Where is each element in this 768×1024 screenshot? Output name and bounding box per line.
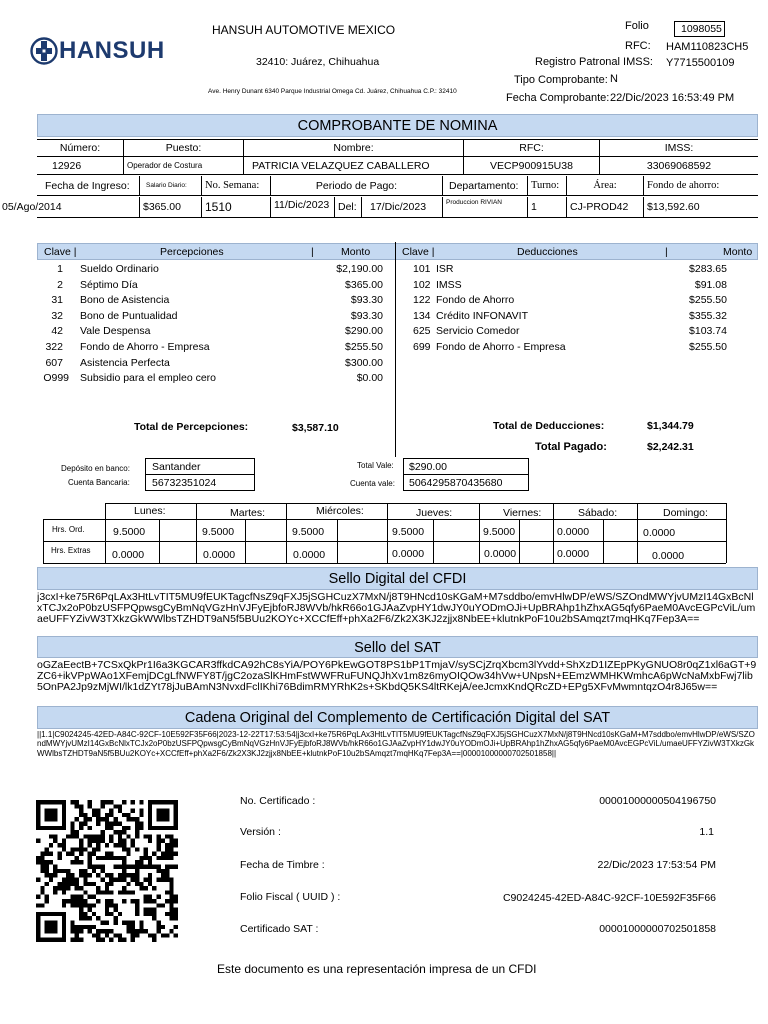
per-clave: 32 (51, 310, 63, 322)
sello-sat-text: oGZaEectB+7CSxQkPr1I6a3KGCAR3ffkdCA92hC8sYiA/POY6PkEwGOT8PS1bP1TmjaV/sySCjZrqXbcm3lYvdd+ShXzD1IZEpPKyGNUO8r0qZ1xl6aGT+9ZC6+ikVPpWAo1XFemjDCgLfNWFY8T/jgC2ozaSlKHmFstWWFRuFUNQJhXv1m8z6myOIQOw34hVw+UNpsN+EEmzWMHKWmhcA6pWcNaMxbFwj7lib5OnPA2Jp9zMjWI/lk1dZYt78jJuBAmN3NvxdFclIKhi76BdimRMYRhK2s+SKbdQ5KS4ltRKejA/eeJcmxKndQRcZD+EPg5XFvMwmntqzO4r8J65w== (37, 660, 757, 693)
hrs-ord-value: 0.0000 (643, 527, 676, 539)
total-deducciones-label: Total de Deducciones: (493, 420, 605, 432)
ded-concepto: Servicio Comedor (436, 325, 520, 337)
hrs-extra-value: 0.0000 (652, 550, 685, 562)
per-concepto: Subsidio para el empleo cero (80, 372, 216, 384)
ded-concepto: Crédito INFONAVIT (436, 310, 528, 322)
hrs-extra-value: 0.0000 (293, 549, 326, 561)
per-h-clave: Clave | (44, 246, 77, 258)
h-salario: Salario Diario: (139, 176, 201, 195)
h-puesto: Puesto: (123, 140, 243, 156)
registro-value: Y7715500109 (666, 57, 735, 69)
h-area: Área: (566, 176, 643, 195)
day-label: Lunes: (134, 505, 166, 517)
list-item (396, 325, 727, 341)
cert-sat-label: Certificado SAT : (240, 923, 319, 935)
hansuh-logo-icon (30, 37, 58, 65)
sello-cfdi-title: Sello Digital del CFDI (328, 571, 467, 587)
del-label: Del: (334, 197, 361, 217)
uuid-value: C9024245-42ED-A84C-92CF-10E592F35F66 (502, 892, 716, 904)
ded-clave: 134 (413, 310, 431, 322)
semana-value: 1510 (201, 197, 270, 217)
total-deducciones-value: $1,344.79 (647, 420, 694, 432)
per-clave: O999 (43, 372, 69, 384)
puesto-value: Operador de Costura (123, 157, 243, 174)
cert-sat-value: 00001000000702501858 (599, 923, 716, 935)
h-periodo: Periodo de Pago: (270, 176, 442, 195)
no-cert-label: No. Certificado : (240, 795, 316, 807)
per-monto: $2,190.00 (336, 263, 383, 275)
total-pagado-label: Total Pagado: (535, 441, 607, 453)
cuenta-value: 56732351024 (145, 474, 255, 491)
h-semana: No. Semana: (201, 176, 270, 195)
per-monto: $0.00 (356, 372, 383, 384)
ded-concepto: IMSS (436, 279, 462, 291)
ded-clave: 102 (413, 279, 431, 291)
company-logo (30, 36, 165, 66)
per-monto: $93.30 (350, 294, 383, 306)
qr-code-icon (36, 800, 178, 942)
hrs-ord-value: 0.0000 (557, 526, 590, 538)
hrs-extra-value: 0.0000 (392, 548, 425, 560)
ded-monto: $91.08 (694, 279, 727, 291)
cadena-title: Cadena Original del Complemento de Certificación Digital del SAT (184, 710, 611, 726)
sello-sat-band (37, 636, 758, 658)
ded-concepto: Fondo de Ahorro (436, 294, 515, 306)
fondo-value: $13,592.60 (643, 197, 758, 217)
ded-monto: $283.65 (689, 263, 727, 275)
hrs-extra-value: 0.0000 (484, 548, 517, 560)
fecha-timbre-label: Fecha de Timbre : (240, 859, 325, 871)
tipo-value: N (610, 73, 618, 85)
employee-value-row-2 (2, 197, 758, 218)
cuenta-vale-value: 5064295870435680 (403, 474, 529, 491)
rfc-value: VECP900915U38 (463, 157, 599, 174)
vale-value: $290.00 (403, 458, 529, 475)
ded-monto: $355.32 (689, 310, 727, 322)
day-label: Viernes: (503, 507, 542, 519)
h-ingreso: Fecha de Ingreso: (45, 179, 130, 192)
list-item (396, 294, 727, 310)
ded-concepto: ISR (436, 263, 454, 275)
h-imss: IMSS: (599, 140, 758, 156)
no-cert-value: 00001000000504196750 (599, 795, 716, 807)
list-item (396, 310, 727, 326)
uuid-label: Folio Fiscal ( UUID ) : (240, 891, 341, 903)
per-concepto: Bono de Puntualidad (80, 310, 178, 322)
per-monto: $93.30 (350, 310, 383, 322)
list-item (0, 263, 383, 279)
h-depto: Departamento: (442, 176, 527, 195)
hrs-ord-value: 9.5000 (392, 526, 425, 538)
per-concepto: Bono de Asistencia (80, 294, 170, 306)
ded-clave: 101 (413, 263, 431, 275)
ded-concepto: Fondo de Ahorro - Empresa (436, 341, 566, 353)
total-percepciones-label: Total de Percepciones: (134, 421, 249, 433)
page-title: COMPROBANTE DE NOMINA (297, 118, 498, 134)
imss-value: 33069068592 (599, 157, 758, 174)
list-item (396, 279, 727, 295)
company-name: HANSUH AUTOMOTIVE MEXICO (212, 23, 396, 37)
sello-cfdi-text: j3cxI+ke75R6PqLAx3HtLvTIT5MU9fEUKTagcfNsZ9qFXJ5jSGHCuzX7MxN/j8T9HNcd10sKGaM+M7sddbo/emvHlwDP/eWS/SZOndMWYjvUMzI14GxBcNlxTCJx2oP0bzUSFPQpwsgCyBmNqVGzHnVJFyEjbfoRJ8WVb/hkR66o1GJAaZvpHY1dwJY0uYODmOJi+UpBRAhp1hZhxAG5qfy6PaeM0AvcEGPcViL/umaeUFFYZivW3TXkzGkWWlbsTZHDT9aN5f5BUu2KOYc+XCCfEff+phXa2F6/Zk2X3KJ2zjjx8NbEE+klutnkPoF10u2bSAmqzt7mqHKq7Fep3A== (37, 592, 756, 625)
h-turno: Turno: (527, 176, 566, 195)
employee-value-row (37, 156, 758, 175)
per-monto: $365.00 (345, 279, 383, 291)
numero-value: 12926 (52, 159, 82, 172)
version-value: 1.1 (699, 826, 714, 838)
per-concepto: Asistencia Perfecta (80, 357, 170, 369)
fecha-timbre-value: 22/Dic/2023 17:53:54 PM (597, 859, 716, 871)
ded-monto: $103.74 (689, 325, 727, 337)
periodo-fin: 17/Dic/2023 (361, 197, 442, 217)
per-monto: $300.00 (345, 357, 383, 369)
per-clave: 2 (57, 279, 63, 291)
list-item (396, 341, 727, 357)
ded-h-clave: Clave | (402, 246, 435, 258)
list-item (0, 341, 383, 357)
per-h-monto: Monto (341, 246, 371, 258)
per-concepto: Vale Despensa (80, 325, 151, 337)
day-label: Domingo: (663, 507, 708, 519)
list-item (0, 310, 383, 326)
footer-note: Este documento es una representación impresa de un CFDI (217, 962, 537, 976)
ded-h-sep: | (665, 246, 668, 258)
per-clave: 31 (51, 294, 63, 306)
per-h-sep: | (311, 246, 314, 258)
hrs-ord-label: Hrs. Ord. (52, 525, 85, 534)
hrs-extra-value: 0.0000 (112, 549, 145, 561)
list-item (0, 357, 383, 373)
company-address: Ave. Henry Dunant 6340 Parque Industrial Omega Cd. Juárez, Chihuahua C.P.: 32410 (208, 88, 457, 95)
deposito-label: Depósito en banco: (61, 464, 130, 473)
salario-value: $365.00 (139, 197, 201, 217)
logo-text: HANSUH (59, 37, 165, 64)
day-label: Sábado: (578, 507, 618, 519)
cadena-text: ||1.1|C9024245-42ED-A84C-92CF-10E592F35F66|2023-12-22T17:53:54|j3cxI+ke75R6PqLAx3HtLvTIT5MU9fEUKTagcfNsZ9qFXJ5jSGHCuzX7MxN/j8T9HNcd10sKGaM+M7sddbo/emvHlwDP/eWS/SZOndMWYjvUMzI14GxBcNlxTCJx2oP0bzUSFPQpwsgCyBmNqVGzHnVJFyEjbfoRJ8WVb/hkR66o1GJAaZvpHY1dwJY0uYODmOJi+UpBRAhp1hZhxAG5qfy6PaeM0AvcEGPcViL/umaeUFFYZivW3TXkzGkWWlbsTZHDT9aN5f5BUu2KOYc+XCCfEff+phXa2F6/Zk2X3KJ2zjjx8NbEE+klutnkPoF10u2bSAmqzt7mqHKq7Fep3A==|00001000000702501858|| (37, 730, 755, 758)
turno-value: 1 (527, 197, 566, 217)
per-clave: 322 (45, 341, 63, 353)
fecha-label: Fecha Comprobante: (506, 92, 610, 104)
per-clave: 1 (57, 263, 63, 275)
day-label: Miércoles: (316, 505, 364, 517)
title-band (37, 114, 758, 137)
depto-value: Produccion RIVIAN (442, 197, 527, 217)
h-nombre: Nombre: (243, 140, 463, 156)
registro-label: Registro Patronal IMSS: (535, 56, 653, 68)
employee-header-row (37, 139, 758, 156)
ded-clave: 625 (413, 325, 431, 337)
area-value: CJ-PROD42 (566, 197, 643, 217)
vale-label: Total Vale: (357, 461, 394, 470)
per-monto: $255.50 (345, 341, 383, 353)
list-item (396, 263, 727, 279)
per-h-concepto: Percepciones (160, 246, 224, 258)
total-pagado-value: $2,242.31 (647, 441, 694, 453)
ded-clave: 122 (413, 294, 431, 306)
sello-cfdi-band (37, 567, 758, 590)
sello-sat-title: Sello del SAT (354, 640, 441, 656)
hrs-extra-value: 0.0000 (557, 548, 590, 560)
per-monto: $290.00 (345, 325, 383, 337)
version-label: Versión : (240, 826, 281, 838)
cuenta-label: Cuenta Bancaria: (68, 478, 130, 487)
cuenta-vale-label: Cuenta vale: (350, 479, 395, 488)
hrs-extra-label: Hrs. Extras (51, 546, 91, 555)
employee-header-row-2 (37, 176, 758, 196)
concepts-header-band (37, 243, 758, 260)
day-label: Martes: (230, 507, 266, 519)
ingreso-value: 05/Ago/2014 (2, 201, 62, 213)
h-rfc: RFC: (463, 140, 599, 156)
per-concepto: Séptimo Día (80, 279, 138, 291)
day-label: Jueves: (416, 507, 453, 519)
nombre-value: PATRICIA VELAZQUEZ CABALLERO (243, 157, 463, 174)
h-numero: Número: (59, 142, 101, 154)
total-percepciones-value: $3,587.10 (292, 422, 339, 434)
h-fondo: Fondo de ahorro: (643, 176, 758, 195)
per-concepto: Fondo de Ahorro - Empresa (80, 341, 210, 353)
hrs-ord-value: 9.5000 (483, 526, 516, 538)
ded-monto: $255.50 (689, 341, 727, 353)
hrs-ord-value: 9.5000 (202, 526, 235, 538)
ded-clave: 699 (413, 341, 431, 353)
hrs-ord-value: 9.5000 (292, 526, 325, 538)
folio-value: 1098055 (674, 21, 725, 37)
per-clave: 607 (45, 357, 63, 369)
tipo-label: Tipo Comprobante: (514, 74, 608, 86)
list-item (0, 294, 383, 310)
rfc-value: HAM110823CH5 (666, 41, 749, 53)
rfc-label: RFC: (625, 40, 651, 52)
ded-h-monto: Monto (723, 246, 753, 258)
hrs-extra-value: 0.0000 (203, 549, 236, 561)
ded-monto: $255.50 (689, 294, 727, 306)
periodo-ini: 11/Dic/2023 (270, 197, 334, 217)
company-city: 32410: Juárez, Chihuahua (256, 56, 380, 68)
deposito-value: Santander (145, 458, 255, 475)
per-concepto: Sueldo Ordinario (80, 263, 159, 275)
ded-h-concepto: Deducciones (517, 246, 578, 258)
hrs-ord-value: 9.5000 (113, 526, 146, 538)
list-item (0, 372, 383, 388)
list-item (0, 279, 383, 295)
list-item (0, 325, 383, 341)
folio-label: Folio (625, 20, 649, 32)
cadena-band (37, 706, 758, 729)
per-clave: 42 (51, 325, 63, 337)
fecha-value: 22/Dic/2023 16:53:49 PM (610, 92, 735, 104)
